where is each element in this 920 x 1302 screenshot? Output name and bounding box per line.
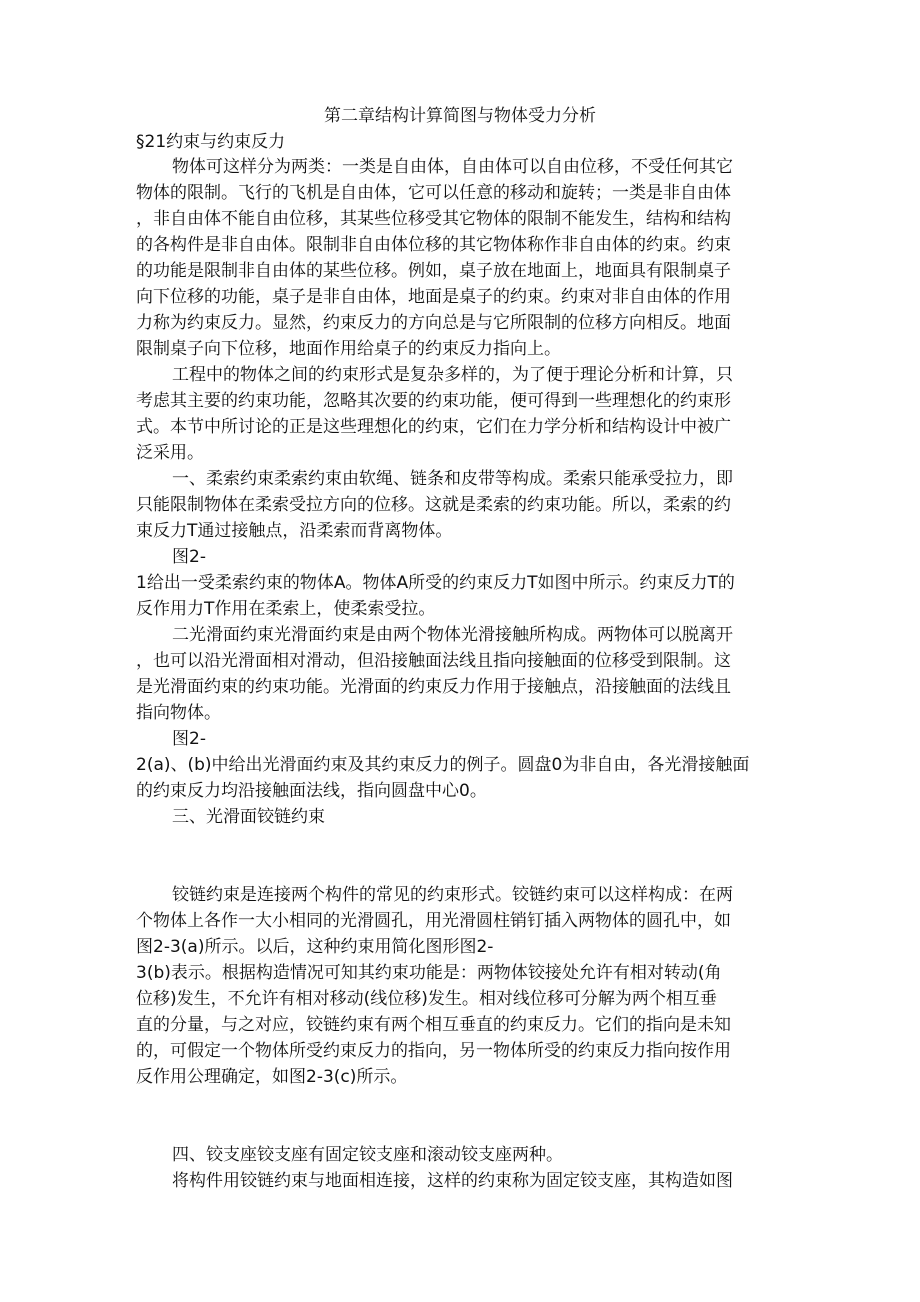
text-line: ，非自由体不能自由位移，其某些位移受其它物体的限制不能发生，结构和结构 [136,209,731,229]
text-line: 的各构件是非自由体。限制非自由体位移的其它物体称作非自由体的约束。约束 [136,235,731,255]
section-heading: §21约束与约束反力 [136,132,286,152]
text-line: 的，可假定一个物体所受约束反力的指向，另一物体所受的约束反力指向按作用 [136,1041,731,1061]
text-line: 束反力T通过接触点，沿柔索而背离物体。 [136,521,453,541]
text-line: 是光滑面约束的约束功能。光滑面的约束反力作用于接触点，沿接触面的法线且 [136,677,731,697]
text-line: 1给出一受柔索约束的物体A。物体A所受的约束反力T如图中所示。约束反力T的 [136,573,735,593]
text-line: 3(b)表示。根据构造情况可知其约束功能是：两物体铰接处允许有相对转动(角 [136,963,722,983]
text-line: 指向物体。 [136,703,221,723]
text-line: 的功能是限制非自由体的某些位移。例如，桌子放在地面上，地面具有限制桌子 [136,261,731,281]
text-line: 反作用公理确定，如图2-3(c)所示。 [136,1067,408,1087]
text-line: 铰链约束是连接两个构件的常见的约束形式。铰链约束可以这样构成：在两 [172,885,733,905]
text-line: 限制桌子向下位移，地面作用给桌子的约束反力指向上。 [136,339,561,359]
text-line: ，也可以沿光滑面相对滑动，但沿接触面法线且指向接触面的位移受到限制。这 [136,651,731,671]
text-line: 力称为约束反力。显然，约束反力的方向总是与它所限制的位移方向相反。地面 [136,313,731,333]
text-line: 的约束反力均沿接触面法线，指向圆盘中心0。 [136,781,487,801]
text-line: 向下位移的功能，桌子是非自由体，地面是桌子的约束。约束对非自由体的作用 [136,287,731,307]
text-line: 泛采用。 [136,443,204,463]
text-line: 二光滑面约束光滑面约束是由两个物体光滑接触所构成。两物体可以脱离开 [172,625,733,645]
text-line: 图2-3(a)所示。以后，这种约束用简化图形图2- [136,937,494,957]
text-line: 只能限制物体在柔索受拉方向的位移。这就是柔索的约束功能。所以，柔索的约 [136,495,731,515]
text-line: 考虑其主要的约束功能，忽略其次要的约束功能，便可得到一些理想化的约束形 [136,391,731,411]
text-line: 工程中的物体之间的约束形式是复杂多样的，为了便于理论分析和计算，只 [172,365,733,385]
chapter-title: 第二章结构计算简图与物体受力分析 [324,106,596,126]
text-line: 反作用力T作用在柔索上，使柔索受拉。 [136,599,436,619]
text-line: 一、柔索约束柔索约束由软绳、链条和皮带等构成。柔索只能承受拉力，即 [172,469,733,489]
text-line: 个物体上各作一大小相同的光滑圆孔，用光滑圆柱销钉插入两物体的圆孔中，如 [136,911,731,931]
text-line: 三、光滑面铰链约束 [172,807,325,827]
text-line: 图2- [172,729,206,749]
text-line: 2(a)、(b)中给出光滑面约束及其约束反力的例子。圆盘0为非自由，各光滑接触面 [136,755,750,775]
text-line: 图2- [172,547,206,567]
text-line: 位移)发生，不允许有相对移动(线位移)发生。相对线位移可分解为两个相互垂 [136,989,717,1009]
text-line: 物体可这样分为两类：一类是自由体，自由体可以自由位移，不受任何其它 [172,157,733,177]
text-line: 将构件用铰链约束与地面相连接，这样的约束称为固定铰支座，其构造如图 [172,1171,733,1191]
text-line: 直的分量，与之对应，铰链约束有两个相互垂直的约束反力。它们的指向是未知 [136,1015,731,1035]
text-line: 式。本节中所讨论的正是这些理想化的约束，它们在力学分析和结构设计中被广 [136,417,731,437]
text-line: 物体的限制。飞行的飞机是自由体，它可以任意的移动和旋转；一类是非自由体 [136,183,731,203]
text-line: 四、铰支座铰支座有固定铰支座和滚动铰支座两种。 [172,1145,563,1165]
